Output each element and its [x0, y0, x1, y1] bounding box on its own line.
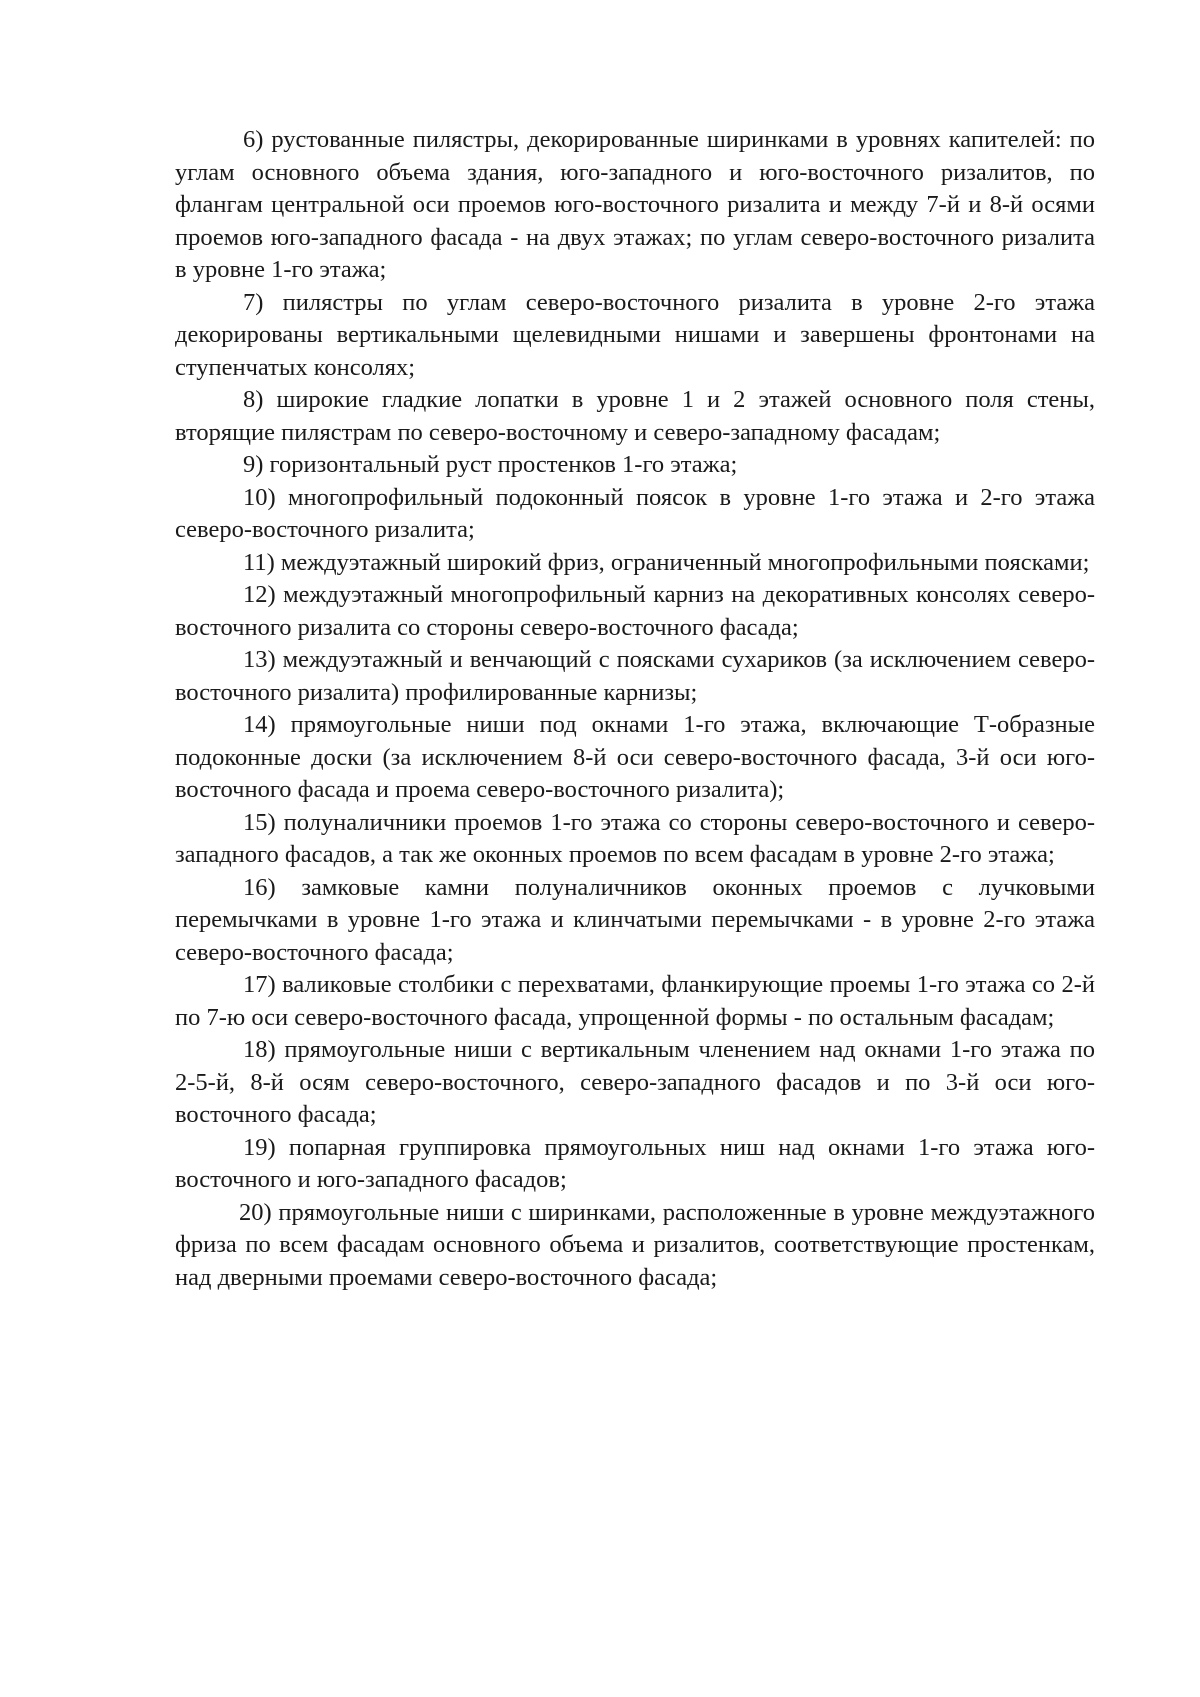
- list-item-13: 13) междуэтажный и венчающий с поясками сухариков (за исключением северо-восточного ризалита) профилированные карнизы;: [175, 646, 1095, 706]
- list-item-15: 15) полуналичники проемов 1-го этажа со стороны северо-восточного и северо-западного фасадов, а так же оконных проемов по всем фасадам в уровне 2-го этажа;: [175, 808, 1095, 868]
- list-item-10: 10) многопрофильный подоконный поясок в уровне 1-го этажа и 2-го этажа северо-восточного ризалита;: [175, 483, 1095, 543]
- list-item-14: 14) прямоугольные ниши под окнами 1-го этажа, включающие Т-образные подоконные доски (за исключением 8-й оси северо-восточного фасада, 3-й оси юго-восточного фасада и проема северо-восточного ризалита);: [175, 711, 1095, 803]
- list-item-11: 11) междуэтажный широкий фриз, ограниченный многопрофильными поясками;: [243, 548, 1090, 576]
- document-page: [175, 124, 1095, 1294]
- list-item-9: 9) горизонтальный руст простенков 1-го этажа;: [243, 451, 738, 478]
- list-item-6: 6) рустованные пилястры, декорированные ширинками в уровнях капителей: по углам основного объема здания, юго-западного и юго-восточного ризалитов, по флангам центральной оси проемов юго-восточного ризалита и между 7-й и 8-й осями проемов юго-западного фасада - на двух этажах; по углам северо-восточного ризалита в уровне 1-го этажа;: [175, 126, 1095, 283]
- list-item-12: 12) междуэтажный многопрофильный карниз на декоративных консолях северо-восточного ризалита со стороны северо-восточного фасада;: [175, 581, 1095, 641]
- list-item-16: 16) замковые камни полуналичников оконных проемов с лучковыми перемычками в уровне 1-го этажа и клинчатыми перемычками - в уровне 2-го этажа северо-восточного фасада;: [175, 873, 1095, 966]
- list-item-17: 17) валиковые столбики с перехватами, фланкирующие проемы 1-го этажа со 2-й по 7-ю оси северо-восточного фасада, упрощенной формы - по остальным фасадам;: [175, 971, 1095, 1031]
- list-item-20: 20) прямоугольные ниши с ширинками, расположенные в уровне междуэтажного фриза по всем фасадам основного объема и ризалитов, соответствующие простенкам, над дверными проемами северо-восточного фасада;: [175, 1198, 1095, 1291]
- list-item-7: 7) пилястры по углам северо-восточного ризалита в уровне 2-го этажа декорированы вертикальными щелевидными нишами и завершены фронтонами на ступенчатых консолях;: [175, 288, 1095, 381]
- list-item-19: 19) попарная группировка прямоугольных ниш над окнами 1-го этажа юго-восточного и юго-западного фасадов;: [175, 1133, 1095, 1193]
- list-item-18: 18) прямоугольные ниши с вертикальным членением над окнами 1-го этажа по 2-5-й, 8-й осям северо-восточного, северо-западного фасадов и по 3-й оси юго-восточного фасада;: [175, 1036, 1095, 1128]
- list-item-8: 8) широкие гладкие лопатки в уровне 1 и 2 этажей основного поля стены, вторящие пилястрам по северо-восточному и северо-западному фасадам;: [175, 386, 1095, 446]
